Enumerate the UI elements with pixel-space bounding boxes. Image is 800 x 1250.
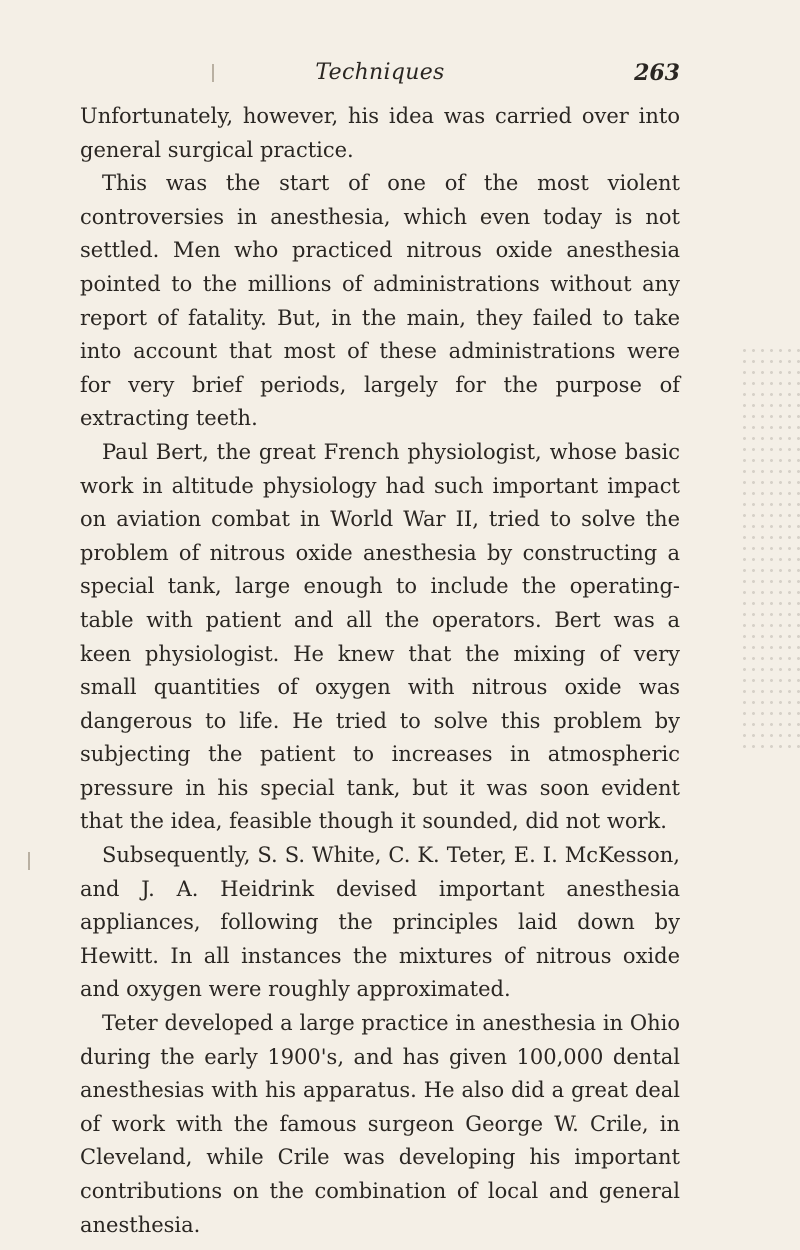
paragraph: Unfortunately, however, his idea was carried over into general surgical practice. [80, 104, 680, 162]
running-title: Techniques [315, 60, 445, 85]
edge-mark [28, 852, 30, 870]
paragraph: Paul Bert, the great French physiologist, whose basic work in altitude physiology had such important impact on aviation combat in World War II, tried to solve the problem of nitrous oxide anesthesia by constructing a special tank, large enough to include the operating-table with patient and all the operators. Bert was a keen physiologist. He knew that the mixing of very small quantities of oxygen with nitrous oxide was dangerous to life. He tried to solve this problem by subjecting the patient to increases in atmospheric pressure in his special tank, but it was soon evident that the idea, feasible though it sounded, did not work. [80, 439, 680, 834]
paragraph: Subsequently, S. S. White, C. K. Teter, E. I. McKesson, and J. A. Heidrink devised important anesthesia appliances, following the principles laid down by Hewitt. In all instances the mixtures of nitrous oxide and oxygen were roughly approximated. [80, 843, 680, 1002]
paragraph: This was the start of one of the most violent controversies in anesthesia, which even today is not settled. Men who practiced nitrous oxide anesthesia pointed to the millions of administrations without any report of fatality. But, in the main, they failed to take into account that most of these administrations were for very brief periods, largely for the purpose of extracting teeth. [80, 171, 680, 431]
body-text [80, 100, 680, 1242]
paragraph: Teter developed a large practice in anesthesia in Ohio during the early 1900's, and has given 100,000 dental anesthesias with his apparatus. He also did a great deal of work with the famous surgeon George W. Crile, in Cleveland, while Crile was developing his important contributions on the combination of local and general anesthesia. [80, 1011, 680, 1237]
margin-bleed-through [740, 345, 800, 755]
edge-mark [212, 64, 214, 82]
running-head [80, 60, 680, 94]
page-number: 263 [634, 60, 680, 86]
